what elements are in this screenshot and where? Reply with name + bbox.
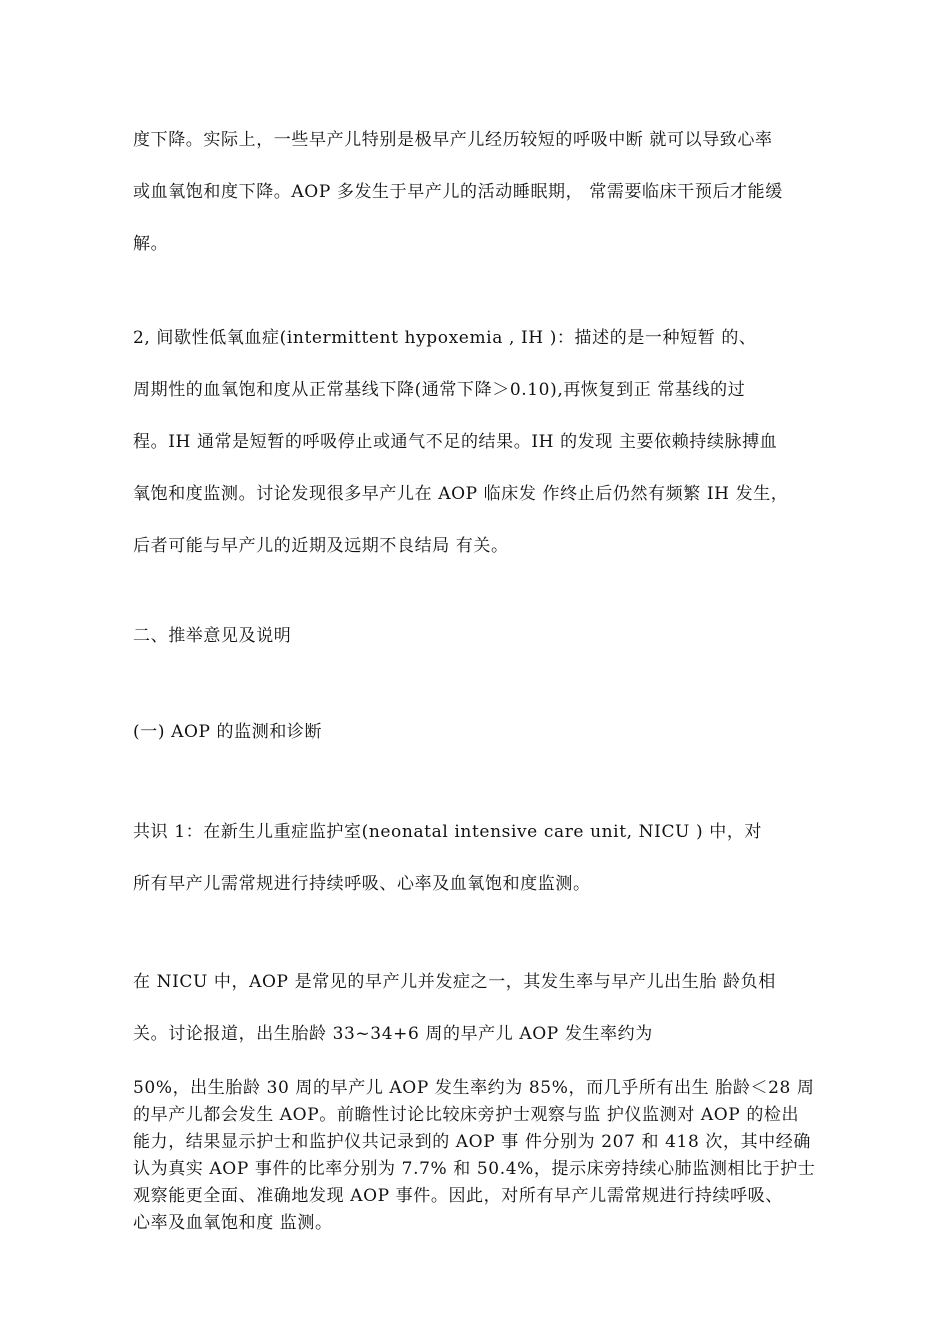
text-line: 认为真实 AOP 事件的比率分别为 7.7% 和 50.4%，提示床旁持续心肺监测相比于护士 — [133, 1159, 816, 1179]
paragraph-aop-incidence — [133, 956, 776, 1060]
text-line: 观察能更全面、准确地发现 AOP 事件。因此，对所有早产儿需常规进行持续呼吸、 — [133, 1186, 783, 1206]
paragraph-aop-monitoring — [133, 1075, 815, 1237]
text-line: 氧饱和度监测。讨论发现很多早产儿在 AOP 临床发 作终止后仍然有频繁 IH 发生， — [133, 484, 789, 504]
text-line: 2, 间歇性低氧血症(intermittent hypoxemia , IH )：描述的是一种短暂 的、 — [133, 328, 757, 348]
subsection-heading-text: (一) AOP 的监测和诊断 — [133, 722, 323, 742]
text-line: 50%，出生胎龄 30 周的早产儿 AOP 发生率约为 85%，而几乎所有出生 胎龄＜28 周 — [133, 1078, 815, 1098]
text-line: 共识 1：在新生儿重症监护室(neonatal intensive care unit, NICU ) 中，对 — [133, 822, 763, 842]
section-heading-text: 二、推举意见及说明 — [133, 626, 292, 646]
paragraph-intermittent-hypoxemia — [133, 312, 788, 572]
text-line: 心率及血氧饱和度 监测。 — [133, 1213, 333, 1233]
text-line: 能力，结果显示护士和监护仪共记录到的 AOP 事 件分别为 207 和 418 次，其中经确 — [133, 1132, 811, 1152]
subsection-heading — [133, 706, 322, 758]
text-line: 周期性的血氧饱和度从正常基线下降(通常下降＞0.10),再恢复到正 常基线的过 — [133, 380, 746, 400]
paragraph-apnea-continued — [133, 114, 783, 270]
text-line: 解。 — [133, 234, 169, 254]
text-line: 所有早产儿需常规进行持续呼吸、心率及血氧饱和度监测。 — [133, 874, 591, 894]
text-line: 或血氧饱和度下降。AOP 多发生于早产儿的活动睡眠期， 常需要临床干预后才能缓 — [133, 182, 783, 202]
text-line: 关。讨论报道，出生胎龄 33~34+6 周的早产儿 AOP 发生率约为 — [133, 1024, 653, 1044]
text-line: 程。IH 通常是短暂的呼吸停止或通气不足的结果。IH 的发现 主要依赖持续脉搏血 — [133, 432, 778, 452]
text-line: 的早产儿都会发生 AOP。前瞻性讨论比较床旁护士观察与监 护仪监测对 AOP 的检出 — [133, 1105, 800, 1125]
text-line: 后者可能与早产儿的近期及远期不良结局 有关。 — [133, 536, 509, 556]
section-heading — [133, 610, 291, 662]
consensus-1 — [133, 806, 762, 910]
text-line: 在 NICU 中，AOP 是常见的早产儿并发症之一，其发生率与早产儿出生胎 龄负相 — [133, 972, 776, 992]
text-line: 度下降。实际上，一些早产儿特别是极早产儿经历较短的呼吸中断 就可以导致心率 — [133, 130, 773, 150]
